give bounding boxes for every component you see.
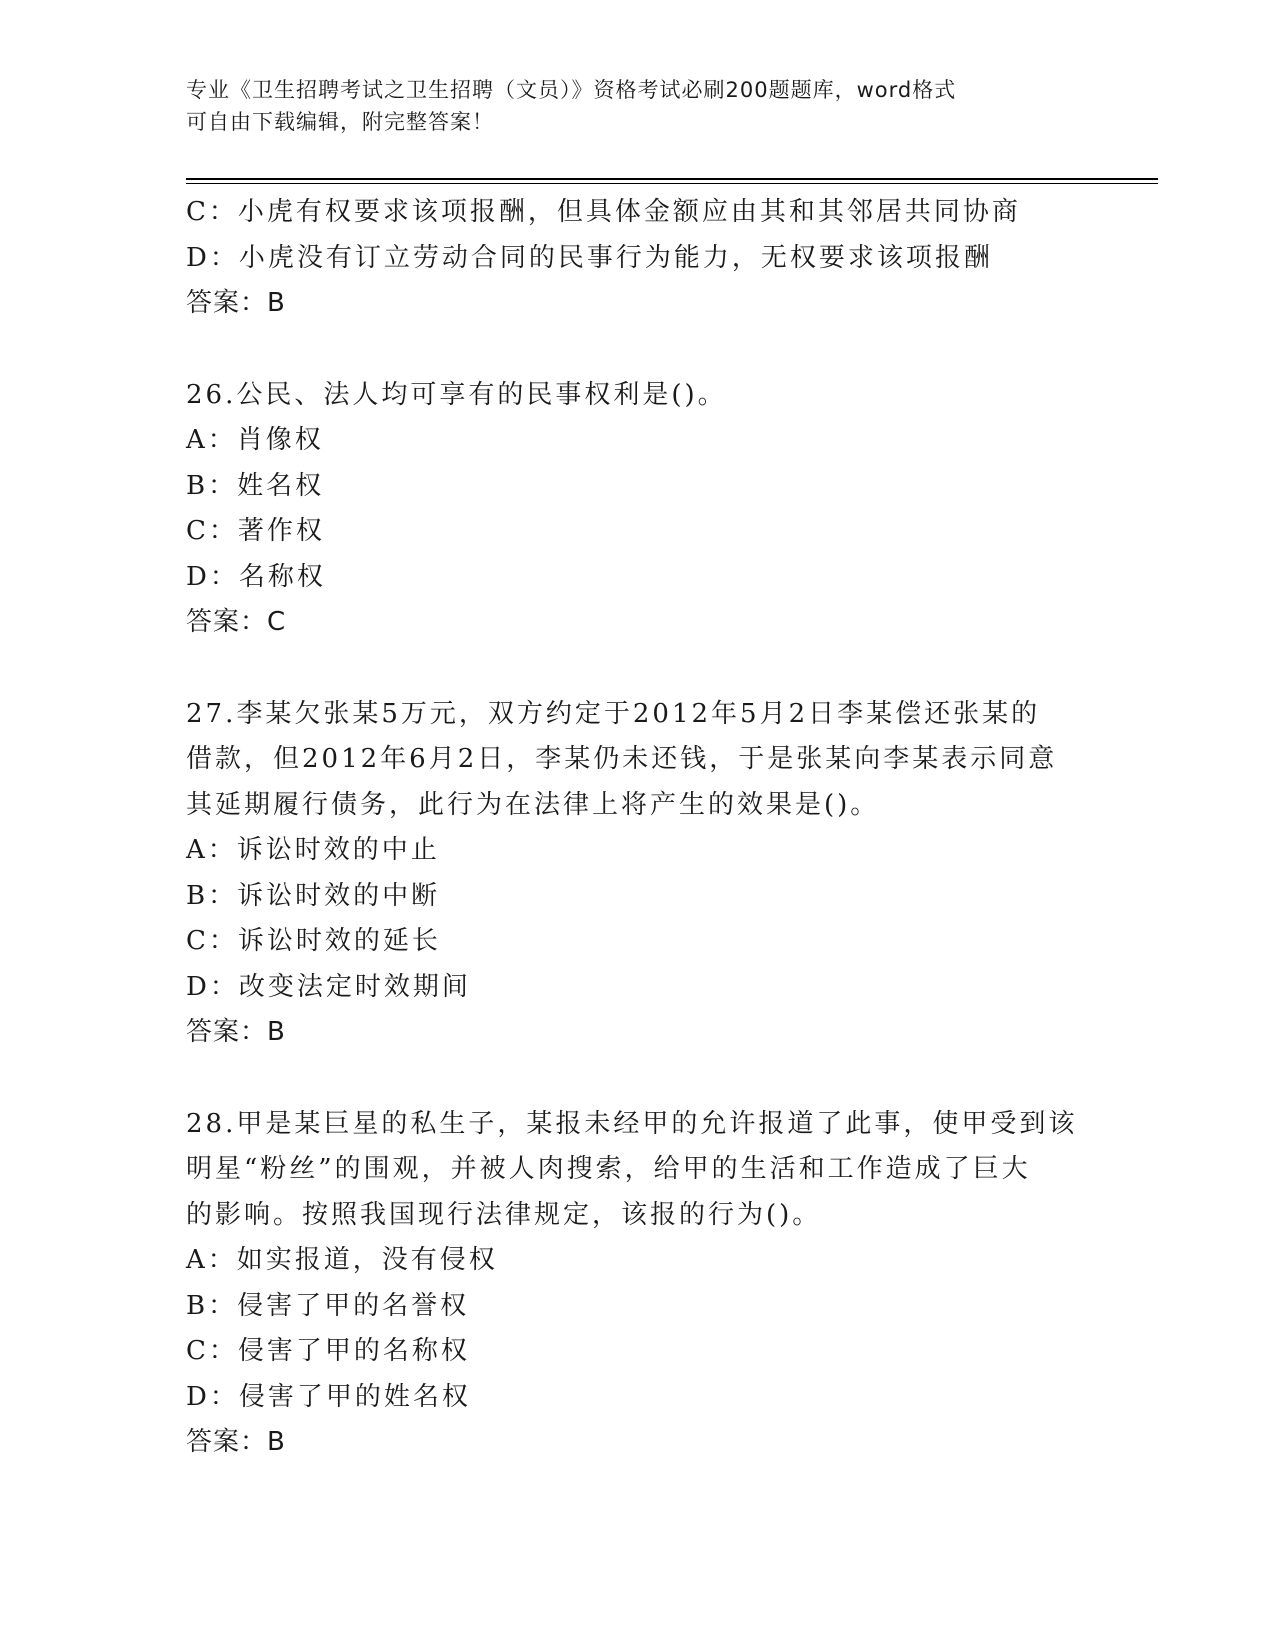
answer-line: 答案：B — [186, 288, 286, 318]
header-rule-thick — [186, 178, 1158, 180]
header-title-line-2: 可自由下载编辑，附完整答案！ — [186, 110, 494, 134]
option-a: A：如实报道，没有侵权 — [186, 1245, 498, 1275]
question-stem-line-3: 的影响。按照我国现行法律规定，该报的行为()。 — [186, 1199, 822, 1230]
question-list — [186, 190, 1086, 1512]
option-d: D：改变法定时效期间 — [186, 971, 471, 1002]
question-block-27 — [186, 692, 1086, 1056]
document-header — [186, 74, 1066, 138]
question-stem-line-3: 其延期履行债务，此行为在法律上将产生的效果是()。 — [186, 789, 880, 820]
option-d: D：名称权 — [186, 561, 326, 592]
question-stem-line-2: 明星“粉丝”的围观，并被人肉搜索，给甲的生活和工作造成了巨大 — [186, 1154, 1031, 1184]
option-c: C：著作权 — [186, 516, 325, 546]
answer-line: 答案：B — [186, 1427, 286, 1457]
question-stem-line-1: 28.甲是某巨星的私生子，某报未经甲的允许报道了此事，使甲受到该 — [186, 1108, 1078, 1139]
option-a: A：肖像权 — [186, 425, 324, 455]
question-stem-line-1: 27.李某欠张某5万元，双方约定于2012年5月2日李某偿还张某的 — [186, 698, 1041, 729]
option-c: C：侵害了甲的名称权 — [186, 1336, 470, 1366]
option-c: C：小虎有权要求该项报酬，但具体金额应由其和其邻居共同协商 — [186, 197, 1021, 227]
question-block-28 — [186, 1102, 1086, 1466]
header-title-line-1: 专业《卫生招聘考试之卫生招聘（文员）》资格考试必刷200题题库，word格式 — [186, 78, 957, 102]
option-d: D：小虎没有订立劳动合同的民事行为能力，无权要求该项报酬 — [186, 242, 993, 273]
question-block-25-continued — [186, 190, 1086, 327]
question-block-26 — [186, 373, 1086, 646]
option-d: D：侵害了甲的姓名权 — [186, 1381, 471, 1412]
option-a: A：诉讼时效的中止 — [186, 835, 440, 865]
option-b: B：侵害了甲的名誉权 — [186, 1290, 470, 1321]
question-stem-line-2: 借款，但2012年6月2日，李某仍未还钱，于是张某向李某表示同意 — [186, 744, 1058, 774]
option-b: B：诉讼时效的中断 — [186, 880, 441, 911]
option-b: B：姓名权 — [186, 470, 325, 501]
header-rule-thin — [186, 183, 1158, 184]
question-stem: 26.公民、法人均可享有的民事权利是()。 — [186, 379, 727, 410]
answer-line: 答案：C — [186, 607, 287, 637]
option-c: C：诉讼时效的延长 — [186, 926, 441, 956]
answer-line: 答案：B — [186, 1017, 286, 1047]
